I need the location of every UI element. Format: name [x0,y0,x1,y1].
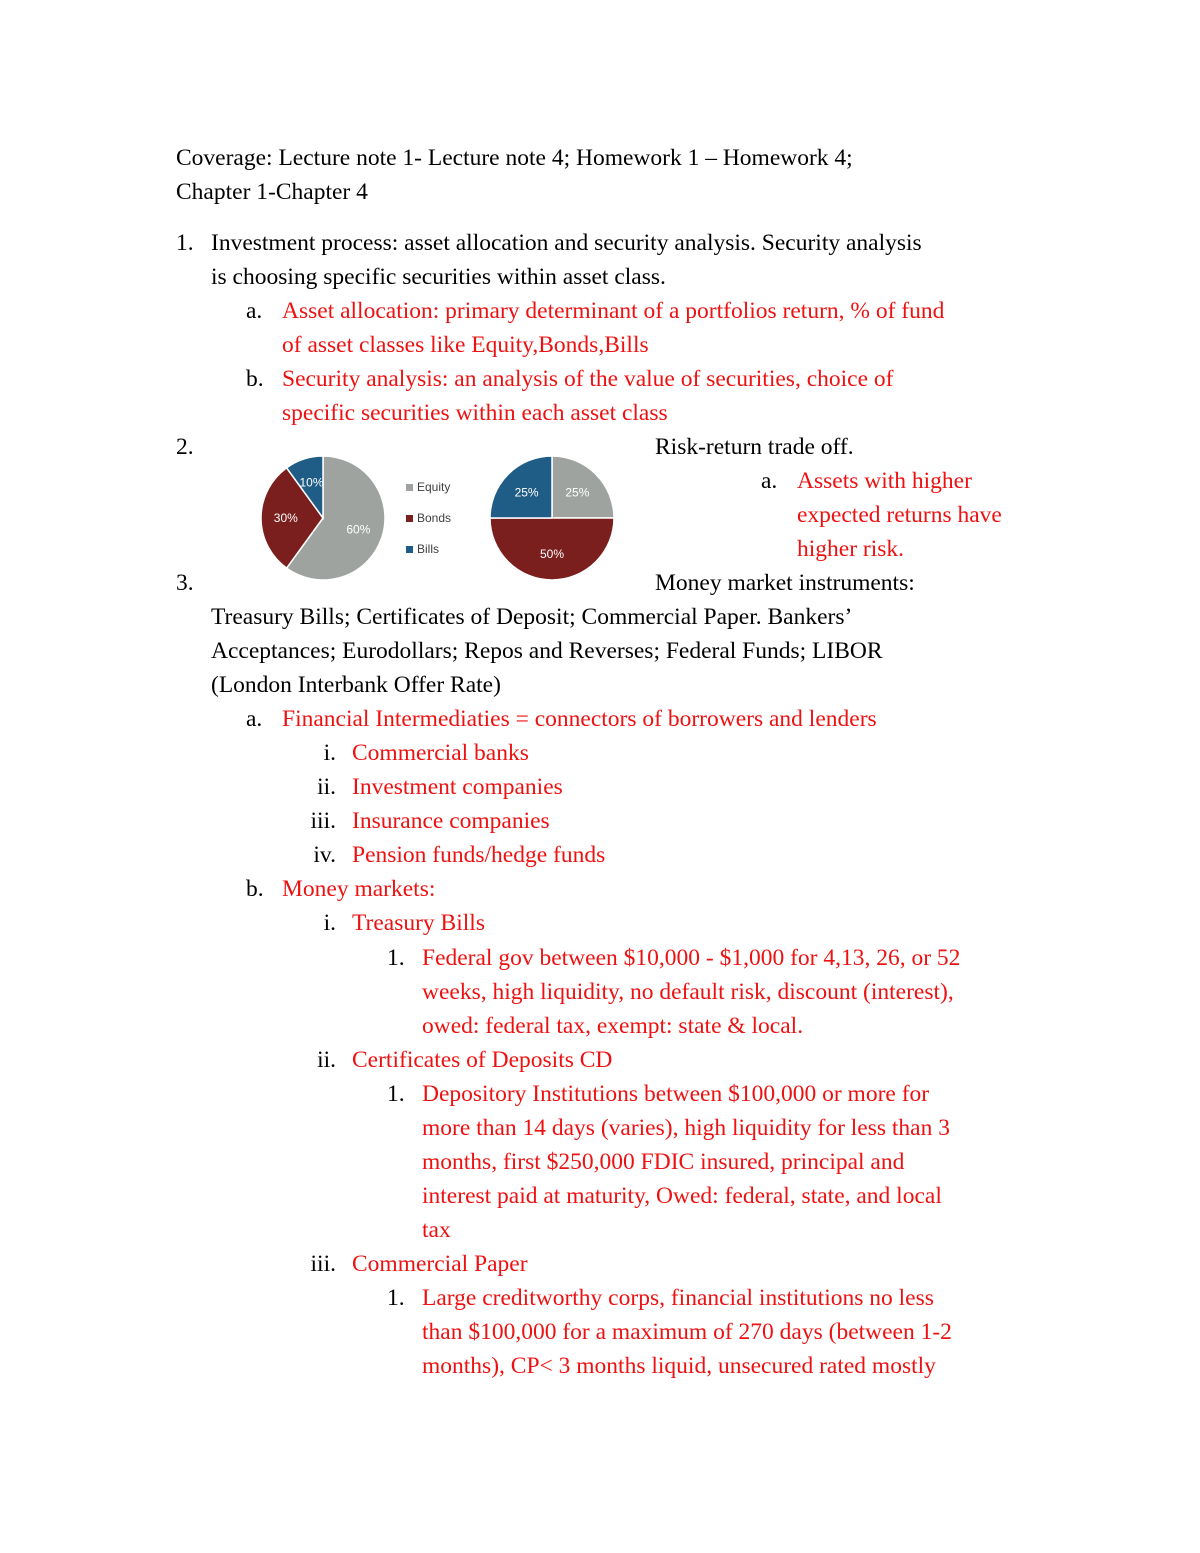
legend-swatch-bonds [406,515,413,522]
item-3b-ii-text: Certificates of Deposits CD [352,1047,613,1073]
item-3-line-1: Treasury Bills; Certificates of Deposit; Commercial Paper. Bankers’ [211,604,853,630]
item-3b-i-1-line-2: weeks, high liquidity, no default risk, discount (interest), [422,979,954,1005]
item-3b-i-1-marker: 1. [387,945,405,971]
item-1a-line-1: Asset allocation: primary determinant of a portfolios return, % of fund [282,298,945,324]
item-3b-text: Money markets: [282,876,436,902]
item-3a-ii-marker: ii. [317,774,336,800]
item-3-line-2: Acceptances; Eurodollars; Repos and Reverses; Federal Funds; LIBOR [211,638,883,664]
item-2a-marker: a. [761,468,778,494]
item-2-marker: 2. [176,434,194,460]
item-3b-ii-1-line-4: interest paid at maturity, Owed: federal, state, and local [422,1183,942,1209]
item-3b-ii-1-line-5: tax [422,1217,451,1243]
item-3b-i-text: Treasury Bills [352,910,485,936]
item-1a-line-2: of asset classes like Equity,Bonds,Bills [282,332,649,358]
pie-chart-asset-allocation [250,448,480,588]
legend-swatch-equity [406,484,413,491]
item-1b-marker: b. [246,366,264,392]
item-3-title: Money market instruments: [655,570,915,596]
item-3b-i-marker: i. [323,910,336,936]
legend-label-bonds: Bonds [417,511,452,525]
item-3b-ii-1-line-2: more than 14 days (varies), high liquidity for less than 3 [422,1115,950,1141]
item-2a-line-3: higher risk. [797,536,905,562]
item-3b-iii-1-line-3: months), CP< 3 months liquid, unsecured rated mostly [422,1353,936,1379]
item-2-title: Risk-return trade off. [655,434,854,460]
item-3a-iii-marker: iii. [310,808,336,834]
item-3a-marker: a. [246,706,263,732]
pie-label-bills: 10% [299,475,324,490]
item-2a-line-1: Assets with higher [797,468,972,494]
item-1-line-1: Investment process: asset allocation and security analysis. Security analysis [211,230,922,256]
item-3a-iv-marker: iv. [313,842,336,868]
pie-label-equity: 25% [565,485,590,500]
item-3b-iii-1-marker: 1. [387,1285,405,1311]
item-1-line-2: is choosing specific securities within asset class. [211,264,666,290]
item-3b-iii-1-line-2: than $100,000 for a maximum of 270 days (between 1-2 [422,1319,952,1345]
legend-label-equity: Equity [417,480,451,494]
item-1a-marker: a. [246,298,263,324]
item-3b-iii-1-line-1: Large creditworthy corps, financial institutions no less [422,1285,934,1311]
legend-swatch-bills [406,546,413,553]
item-1b-line-1: Security analysis: an analysis of the value of securities, choice of [282,366,894,392]
item-3b-ii-1-marker: 1. [387,1081,405,1107]
pie-label-bonds: 50% [539,547,565,561]
item-3b-ii-1-line-1: Depository Institutions between $100,000 or more for [422,1081,930,1107]
item-3a-iv-text: Pension funds/hedge funds [352,842,606,868]
item-1b-line-2: specific securities within each asset class [282,400,668,426]
item-3b-ii-marker: ii. [317,1047,336,1073]
item-3b-i-1-line-3: owed: federal tax, exempt: state & local. [422,1013,804,1039]
item-3a-i-marker: i. [323,740,336,766]
pie-label-equity: 60% [346,522,371,537]
item-3a-i-text: Commercial banks [352,740,529,766]
coverage-line-1: Coverage: Lecture note 1- Lecture note 4; Homework 1 – Homework 4; [176,145,853,171]
item-1-marker: 1. [176,230,194,256]
coverage-line-2: Chapter 1-Chapter 4 [176,179,368,205]
pie-label-bills: 25% [514,485,539,500]
item-3a-text: Financial Intermediaties = connectors of borrowers and lenders [282,706,877,732]
pie-chart-alternative-allocation [484,448,620,588]
item-3b-ii-1-line-3: months, first $250,000 FDIC insured, principal and [422,1149,905,1175]
item-3a-ii-text: Investment companies [352,774,563,800]
item-3b-i-1-line-1: Federal gov between $10,000 - $1,000 for 4,13, 26, or 52 [422,945,961,971]
item-3a-iii-text: Insurance companies [352,808,550,834]
item-3-marker: 3. [176,570,194,596]
legend-label-bills: Bills [417,542,440,556]
item-3b-marker: b. [246,876,264,902]
item-3-line-3: (London Interbank Offer Rate) [211,672,501,698]
item-3b-iii-text: Commercial Paper [352,1251,528,1277]
item-3b-iii-marker: iii. [310,1251,336,1277]
pie-label-bonds: 30% [273,511,298,525]
item-2a-line-2: expected returns have [797,502,1002,528]
